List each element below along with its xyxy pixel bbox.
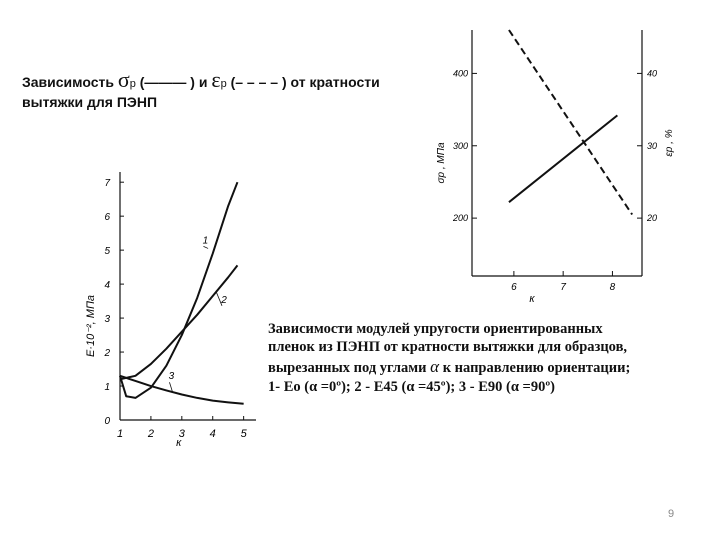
y-tick-label: 1 [104, 382, 110, 394]
x-axis-label: к [176, 437, 182, 449]
epsilon-subscript: р [220, 78, 227, 90]
series-label-3: 3 [168, 371, 175, 383]
caption-text: к направлению ориентации; [439, 360, 631, 377]
solid-legend-text: (——— ) и [135, 74, 212, 90]
right-tick-label: 20 [647, 213, 658, 224]
x-tick-label: 1 [116, 428, 124, 440]
series-line-3 [120, 376, 244, 404]
top-caption-line2: вытяжки для ПЭНП [22, 93, 158, 110]
bottom-caption-line4: 1- Ео (α =0º); 2 - Е45 (α =45º); 3 - Е90 (α =90º) [268, 378, 555, 395]
right-axis-label: εр , % [664, 129, 675, 157]
dashed-legend-text: (– – – – ) от кратности [226, 74, 380, 90]
x-tick-label: 6 [511, 282, 517, 293]
x-axis-label: к [529, 293, 535, 305]
caption-text: Зависимость [22, 74, 118, 90]
y-axis-label: Е·10⁻², МПа [85, 294, 97, 358]
page-number: 9 [668, 508, 675, 520]
sigma-symbol: σ [117, 67, 130, 92]
y-tick-label: 6 [104, 212, 110, 224]
alpha-symbol: α [430, 357, 440, 377]
left-tick-label: 400 [452, 68, 468, 79]
series-line-1 [120, 182, 237, 398]
y-tick-label: 2 [104, 348, 110, 360]
x-tick-label: 3 [178, 428, 185, 440]
y-tick-label: 5 [104, 246, 110, 258]
right-tick-label: 40 [647, 68, 658, 79]
series-line-2 [120, 265, 237, 379]
bottom-caption-line2: пленок из ПЭНП от кратности вытяжки для образцов, [268, 339, 628, 356]
sigma-subscript: р [129, 78, 136, 90]
x-tick-label: 4 [209, 428, 216, 440]
x-tick-label: 7 [560, 282, 566, 293]
left-axis-label: σр , МПа [436, 142, 447, 184]
x-tick-label: 2 [147, 428, 154, 440]
epsilon-symbol: ε [211, 67, 221, 92]
y-tick-label: 7 [104, 178, 110, 190]
x-tick-label: 5 [240, 428, 247, 440]
caption-text: вырезанных под углами [268, 360, 431, 377]
left-tick-label: 200 [452, 213, 468, 224]
x-tick-label: 8 [609, 282, 616, 293]
series-label-1: 1 [202, 235, 209, 247]
left-tick-label: 300 [452, 140, 468, 151]
y-tick-label: 3 [104, 314, 110, 326]
y-tick-label: 4 [104, 280, 110, 292]
series-label-2: 2 [221, 294, 227, 306]
right-tick-label: 30 [647, 140, 658, 151]
bottom-caption-line1: Зависимости модулей упругости ориентированных [268, 321, 603, 337]
y-tick-label: 0 [104, 416, 110, 427]
series-label-leader-1 [203, 246, 208, 248]
